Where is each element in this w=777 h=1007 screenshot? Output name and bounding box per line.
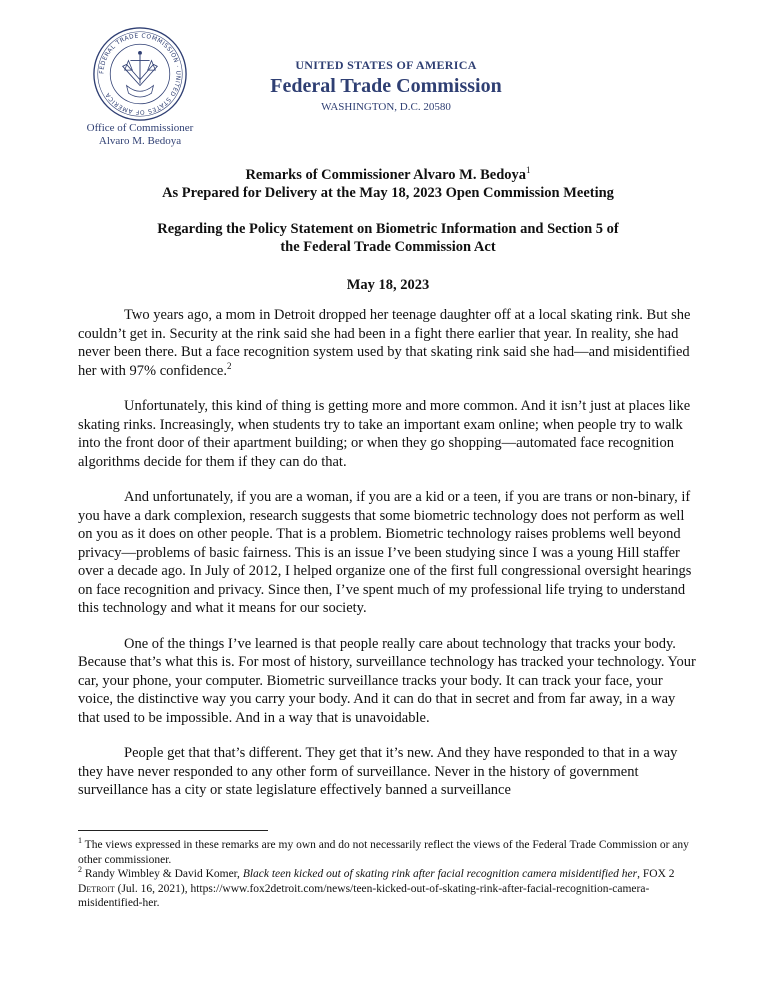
- footnote-ref-2: 2: [226, 360, 232, 371]
- footnotes: [78, 838, 698, 911]
- paragraph-2: Unfortunately, this kind of thing is getting more and more common. And it isn’t just at places like skating rinks. Increasingly, when students try to take an important exam online; when people try to walk into the front door of their apartment building; or when they go shopping—automated face recognition algorithms decide for them if they can do that.: [78, 398, 691, 470]
- paragraph-4: One of the things I’ve learned is that people really care about technology that tracks your body. Because that’s what this is. For most of history, surveillance technology has tracked your technology. Your car, your phone, your computer. Biometric surveillance tracks your body. It can track your face, your voice, the distinctive way you carry your body. And it can do that in secret and from far away, in a way that used to be impossible. And in a way that is unavoidable.: [78, 635, 696, 726]
- footnote-2: $^2$ Randy Wimbley & David Komer, Black teen kicked out of skating rink after facial recognition camera misidentified her, FOX 2 Detroit (Jul. 16, 2021), https://www.fox2detroit.com/news/teen-kicked-out-of-skating-rink-after-facial-recognition-camera-misidentified-her.: [78, 865, 675, 909]
- title-line-1: Remarks of Commissioner Alvaro M. Bedoya: [245, 167, 527, 183]
- remarks-subject: [78, 220, 698, 256]
- footnote-divider: [78, 830, 268, 831]
- office-line-2: Alvaro M. Bedoya: [98, 135, 182, 147]
- remarks-body: [78, 306, 698, 817]
- paragraph-5: People get that that’s different. They get that it’s new. And they have responded to that in a way they have never responded to any other form of surveillance. Never in the history of government surveillance has a city or state legislature effectively banned a surveillance: [78, 745, 678, 798]
- ftc-seal-logo: [92, 26, 188, 122]
- remarks-date: May 18, 2023: [346, 277, 430, 293]
- subject-line-2: the Federal Trade Commission Act: [280, 239, 496, 255]
- office-line-1: Office of Commissioner: [86, 122, 194, 134]
- footnote-1: $^1$ The views expressed in these remarks are my own and do not necessarily reflect the views of the Federal Trade Commission or any other commissioner.: [78, 836, 689, 866]
- agency-header: [266, 58, 506, 113]
- article-title: Black teen kicked out of skating rink after facial recognition camera misidentified her: [242, 868, 638, 880]
- agency-name: Federal Trade Commission: [270, 75, 502, 97]
- title-line-2: As Prepared for Delivery at the May 18, 2023 Open Commission Meeting: [162, 185, 614, 201]
- paragraph-1: Two years ago, a mom in Detroit dropped her teenage daughter off at a local skating rink. But she couldn’t get in. Security at the rink said she had been in a fight there earlier that year. In reality, she had never been there. But a face recognition system used by that skating rink said she had—and misidentified her with 97% confidence.$^2$: [78, 307, 691, 379]
- office-label: [74, 122, 206, 148]
- remarks-title: [78, 166, 698, 202]
- article-link: (Jul. 16, 2021), https://www.fox2detroit.com/news/teen-kicked-out-of-skating-rink-after-facial-recognition-camera-misidentified-her.: [78, 882, 650, 909]
- footnote-ref-1: 1: [526, 165, 531, 176]
- agency-address: WASHINGTON, D.C. 20580: [321, 101, 451, 113]
- seal-ring-text: FEDERAL TRADE COMMISSION · UNITED STATES OF AMERICA: [98, 32, 182, 116]
- paragraph-3: And unfortunately, if you are a woman, if you are a kid or a teen, if you are trans or non-binary, if you have a dark complexion, research suggests that some biometric technology does not perform as well on you as it does on other people. That is a problem. Biometric technology raises problems well beyond privacy—problems of basic fairness. This is an issue I’ve been studying since I was a young Hill staffer over a decade ago. In July of 2012, I helped organize one of the first full congressional oversight hearings on face recognition and privacy. Since then, I’ve spent much of my professional life trying to understand this technology and what it means for our society.: [78, 489, 692, 616]
- subject-line-1: Regarding the Policy Statement on Biometric Information and Section 5 of: [157, 221, 619, 237]
- country-name: UNITED STATES OF AMERICA: [295, 58, 477, 72]
